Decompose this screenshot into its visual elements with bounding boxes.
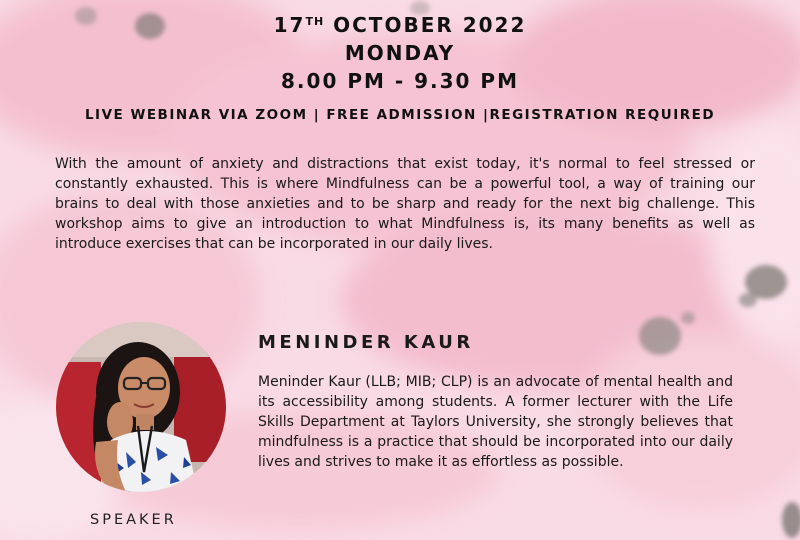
event-time: 8.00 PM - 9.30 PM [281, 69, 519, 93]
speaker-photo [56, 322, 226, 492]
event-info-line: LIVE WEBINAR VIA ZOOM | FREE ADMISSION |REGISTRATION REQUIRED [84, 107, 716, 123]
speaker-bio: Meninder Kaur (LLB; MIB; CLP) is an advocate of mental health and its accessibility among students. A former lecturer with the Life Skills Department at Taylors University, she strongly believes that mindfulness is a practice that should be incorporated into our daily lives and strives to make it as effortless as possible. [258, 374, 733, 470]
event-weekday: MONDAY [344, 41, 456, 65]
event-date: 17TH OCTOBER 2022 [273, 13, 527, 37]
workshop-description: With the amount of anxiety and distractions that exist today, it's normal to feel stressed or constantly exhausted. This is where Mindfulness can be a powerful tool, a way of training our brains to deal with those anxieties and to be sharp and ready for the next big challenge. This workshop aims to give an introduction to what Mindfulness is, its many benefits as well as introduce exercises that can be incorporated in our daily lives. [55, 156, 755, 252]
event-schedule [0, 8, 800, 95]
speaker-name: MENINDER KAUR [258, 332, 474, 353]
speaker-portrait-image [56, 322, 226, 492]
speaker-role-label: SPEAKER [90, 512, 177, 528]
